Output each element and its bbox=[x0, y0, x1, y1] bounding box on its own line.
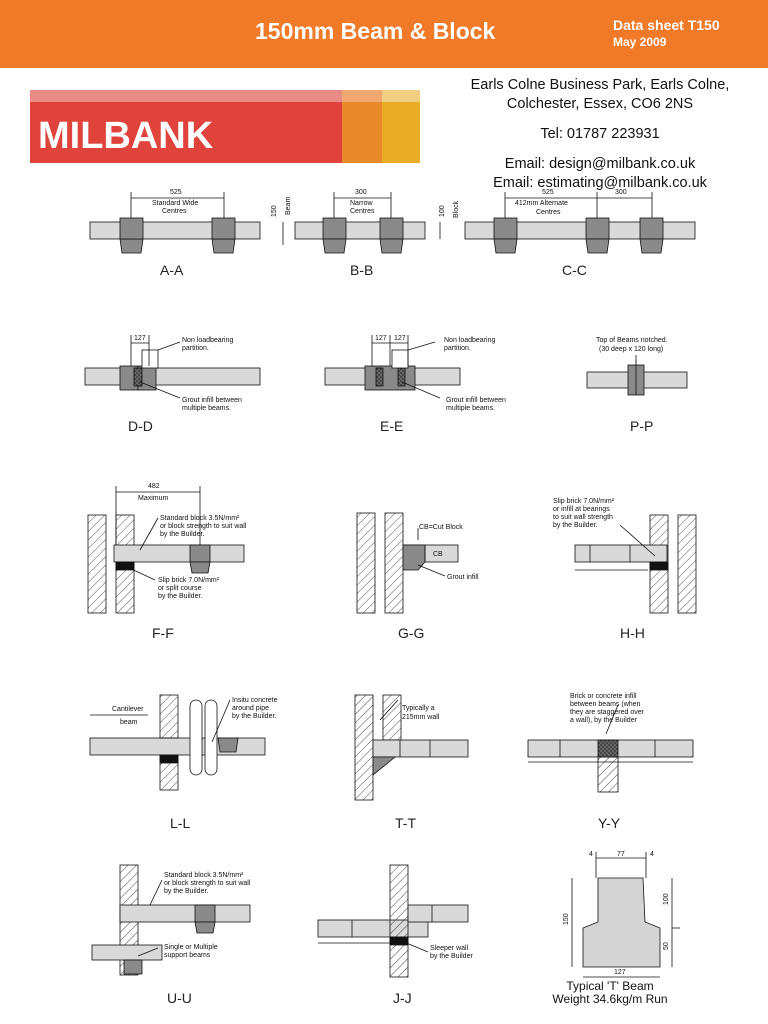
svg-text:Centres: Centres bbox=[162, 208, 187, 215]
svg-text:50: 50 bbox=[663, 942, 670, 950]
svg-text:by the Builder.: by the Builder. bbox=[158, 593, 203, 600]
section-ee-drawing bbox=[325, 335, 460, 398]
section-label-jj: J-J bbox=[393, 990, 412, 1006]
section-jj-drawing bbox=[318, 865, 468, 977]
svg-text:Non loadbearing: Non loadbearing bbox=[182, 337, 234, 344]
svg-text:127: 127 bbox=[614, 969, 626, 976]
section-label-tt: T-T bbox=[395, 815, 416, 831]
svg-text:525: 525 bbox=[170, 189, 182, 196]
email-design: Email: design@milbank.co.uk bbox=[504, 156, 696, 172]
svg-text:beam: beam bbox=[120, 719, 138, 726]
svg-text:Typically a: Typically a bbox=[402, 705, 435, 712]
svg-text:4: 4 bbox=[650, 851, 654, 858]
svg-text:support beams: support beams bbox=[164, 952, 211, 959]
svg-text:77: 77 bbox=[617, 851, 625, 858]
section-label-hh: H-H bbox=[620, 625, 645, 641]
section-dd-drawing bbox=[85, 335, 260, 398]
svg-text:127: 127 bbox=[375, 335, 387, 342]
svg-text:Single or Multiple: Single or Multiple bbox=[164, 944, 218, 951]
svg-text:300: 300 bbox=[355, 189, 367, 196]
svg-text:525: 525 bbox=[542, 189, 554, 196]
svg-text:100: 100 bbox=[439, 205, 446, 217]
t-beam-profile bbox=[572, 852, 680, 977]
svg-text:Cantilever: Cantilever bbox=[112, 706, 144, 713]
data-sheet-number: Data sheet T150 bbox=[613, 17, 720, 33]
section-label-ff: F-F bbox=[152, 625, 174, 641]
section-label-gg: G-G bbox=[398, 625, 425, 641]
logo-wordmark: MILBANK bbox=[38, 115, 214, 157]
section-label-dd: D-D bbox=[128, 418, 153, 434]
svg-text:or block strength to suit wall: or block strength to suit wall bbox=[160, 523, 247, 530]
svg-text:Centres: Centres bbox=[536, 209, 561, 216]
svg-text:150: 150 bbox=[563, 913, 570, 925]
svg-text:Brick or concrete infill: Brick or concrete infill bbox=[570, 693, 637, 700]
svg-text:or infill at bearings: or infill at bearings bbox=[553, 506, 610, 513]
svg-text:Sleeper wall: Sleeper wall bbox=[430, 945, 469, 952]
svg-text:100: 100 bbox=[663, 893, 670, 905]
svg-text:to suit wall strength: to suit wall strength bbox=[553, 514, 613, 521]
svg-text:by the Builder.: by the Builder. bbox=[164, 888, 209, 895]
svg-text:Slip brick 7.0N/mm²: Slip brick 7.0N/mm² bbox=[158, 577, 220, 584]
data-sheet-date: May 2009 bbox=[613, 35, 667, 49]
svg-text:Beam: Beam bbox=[285, 196, 292, 215]
section-label-pp: P-P bbox=[630, 418, 654, 434]
svg-text:by the Builder: by the Builder bbox=[430, 953, 473, 960]
svg-text:Non loadbearing: Non loadbearing bbox=[444, 337, 496, 344]
svg-text:Standard block 3.5N/mm²: Standard block 3.5N/mm² bbox=[164, 872, 244, 879]
section-label-aa: A-A bbox=[160, 262, 184, 278]
svg-text:CB=Cut Block: CB=Cut Block bbox=[419, 524, 463, 531]
section-label-ll: L-L bbox=[170, 815, 191, 831]
svg-text:Narrow: Narrow bbox=[350, 200, 373, 207]
svg-text:150: 150 bbox=[271, 205, 278, 217]
svg-text:(30 deep x 120 long): (30 deep x 120 long) bbox=[599, 346, 664, 353]
svg-text:127: 127 bbox=[394, 335, 406, 342]
svg-text:CB: CB bbox=[433, 551, 443, 558]
address-line-2: Colchester, Essex, CO6 2NS bbox=[506, 96, 694, 112]
section-label-cc: C-C bbox=[562, 262, 587, 278]
email-estimating: Email: estimating@milbank.co.uk bbox=[493, 175, 707, 191]
section-hh-drawing bbox=[575, 515, 696, 613]
address-line-1: Earls Colne Business Park, Earls Colne, bbox=[470, 77, 730, 93]
svg-text:by the Builder.: by the Builder. bbox=[232, 713, 277, 720]
svg-text:Top of Beams notched.: Top of Beams notched. bbox=[596, 337, 668, 344]
svg-text:by the Builder.: by the Builder. bbox=[553, 522, 598, 529]
svg-text:Centres: Centres bbox=[350, 208, 375, 215]
section-cc-drawing bbox=[465, 192, 695, 253]
svg-text:or split course: or split course bbox=[158, 585, 202, 592]
svg-text:around pipe: around pipe bbox=[232, 705, 269, 712]
section-pp-drawing bbox=[587, 355, 687, 395]
svg-text:Grout infill between: Grout infill between bbox=[182, 397, 242, 404]
section-label-yy: Y-Y bbox=[598, 815, 621, 831]
svg-text:412mm Alternate: 412mm Alternate bbox=[515, 200, 568, 207]
svg-text:482: 482 bbox=[148, 483, 160, 490]
telephone: Tel: 01787 223931 bbox=[540, 126, 660, 142]
section-label-uu: U-U bbox=[167, 990, 192, 1006]
svg-text:4: 4 bbox=[589, 851, 593, 858]
svg-text:a wall), by the Builder: a wall), by the Builder bbox=[570, 717, 637, 724]
svg-text:multiple beams.: multiple beams. bbox=[446, 405, 496, 412]
t-beam-title: Typical 'T' Beam bbox=[566, 979, 654, 993]
svg-text:partition.: partition. bbox=[182, 345, 209, 352]
svg-text:127: 127 bbox=[134, 335, 146, 342]
svg-text:Standard Wide: Standard Wide bbox=[152, 200, 199, 207]
svg-text:or block strength to suit wall: or block strength to suit wall bbox=[164, 880, 251, 887]
t-beam-caption bbox=[540, 980, 680, 1006]
svg-text:they are staggered over: they are staggered over bbox=[570, 709, 644, 716]
svg-text:Standard block 3.5N/mm²: Standard block 3.5N/mm² bbox=[160, 515, 240, 522]
svg-text:300: 300 bbox=[615, 189, 627, 196]
svg-text:between beams (when: between beams (when bbox=[570, 701, 641, 708]
svg-text:Slip brick 7.0N/mm²: Slip brick 7.0N/mm² bbox=[553, 498, 615, 505]
svg-text:partition.: partition. bbox=[444, 345, 471, 352]
section-label-ee: E-E bbox=[380, 418, 404, 434]
svg-text:multiple beams.: multiple beams. bbox=[182, 405, 232, 412]
svg-text:Insitu concrete: Insitu concrete bbox=[232, 697, 278, 704]
section-label-bb: B-B bbox=[350, 262, 374, 278]
t-beam-weight: Weight 34.6kg/m Run bbox=[552, 992, 668, 1006]
svg-text:Grout infill between: Grout infill between bbox=[446, 397, 506, 404]
svg-text:215mm wall: 215mm wall bbox=[402, 714, 440, 721]
svg-text:Maximum: Maximum bbox=[138, 495, 169, 502]
svg-text:by the Builder.: by the Builder. bbox=[160, 531, 205, 538]
svg-text:Block: Block bbox=[453, 200, 460, 218]
svg-text:Grout infill: Grout infill bbox=[447, 574, 479, 581]
page-title: 150mm Beam & Block bbox=[255, 18, 496, 44]
